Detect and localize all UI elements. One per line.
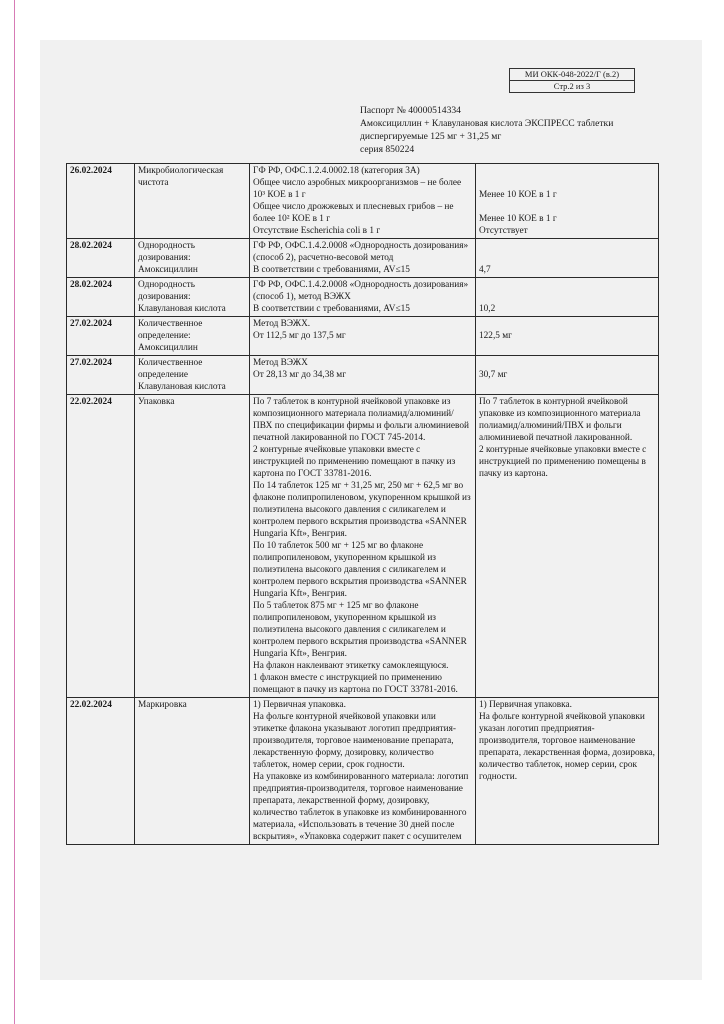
test-date: 22.02.2024: [67, 698, 135, 845]
document-code: МИ ОКК-048-2022/Г (в.2): [524, 69, 620, 79]
table-row: [67, 278, 659, 317]
test-result: 10,2: [476, 278, 659, 317]
test-date: 26.02.2024: [67, 164, 135, 239]
test-result: 4,7: [476, 239, 659, 278]
test-result: По 7 таблеток в контурной ячейковой упаковке из композиционного материала полиамид/алюминий/ПВХ и фольги алюминиевой печатной лакированной. 2 контурные ячейковые упаковки вместе с инструкцией по применению помещены в пачку из картона.: [476, 395, 659, 698]
test-date: 28.02.2024: [67, 278, 135, 317]
test-requirement: По 7 таблеток в контурной ячейковой упаковке из композиционного материала полиамид/алюминий/ПВХ по спецификации фирмы и фольги алюминиевой печатной лакированной по ГОСТ 745-2014. 2 контурные ячейковые упаковки вместе с инструкцией по применению помещают в пачку из картона по ГОСТ 33781-2016. По 14 таблеток 125 мг + 31,25 мг, 250 мг + 62,5 мг во флаконе полипропиленовом, укупоренном крышкой из полиэтилена высокого давления с силикагелем и контролем первого вскрытия производства «SANNER Hungaria Kft», Венгрия. По 10 таблеток 500 мг + 125 мг во флаконе полипропиленовом, укупоренном крышкой из полиэтилена высокого давления с силикагелем и контролем первого вскрытия производства «SANNER Hungaria Kft», Венгрия. По 5 таблеток 875 мг + 125 мг во флаконе полипропиленовом, укупоренном крышкой из полиэтилена высокого давления с силикагелем и контролем первого вскрытия производства «SANNER Hungaria Kft», Венгрия. На флакон наклеивают этикетку самоклеящуюся. 1 флакон вместе с инструкцией по применению помещают в пачку из картона по ГОСТ 33781-2016.: [250, 395, 476, 698]
table-row: [67, 164, 659, 239]
test-date: 27.02.2024: [67, 317, 135, 356]
test-date: 22.02.2024: [67, 395, 135, 698]
page-number: Стр.2 из 3: [510, 80, 634, 92]
table-row: [67, 356, 659, 395]
margin-line: [14, 0, 15, 1024]
test-requirement: ГФ РФ, ОФС.1.2.4.0002.18 (категория 3А) Общее число аэробных микроорганизмов – не более 10³ КОЕ в 1 г Общее число дрожжевых и плесневых грибов – не более 10² КОЕ в 1 г Отсутствие Escherichia coli в 1 г: [250, 164, 476, 239]
test-result: 122,5 мг: [476, 317, 659, 356]
test-results-table: [66, 163, 659, 845]
test-name: Однородность дозирования: Амоксициллин: [135, 239, 250, 278]
test-requirement: Метод ВЭЖХ. От 112,5 мг до 137,5 мг: [250, 317, 476, 356]
test-name: Количественное определение Клавулановая кислота: [135, 356, 250, 395]
test-requirement: ГФ РФ, ОФС.1.4.2.0008 «Однородность дозирования» (способ 2), расчетно-весовой метод В соответствии с требованиями, AV≤15: [250, 239, 476, 278]
test-requirement: Метод ВЭЖХ От 28,13 мг до 34,38 мг: [250, 356, 476, 395]
document-code-box: [509, 68, 635, 93]
test-result: 1) Первичная упаковка. На фольге контурной ячейковой упаковки указан логотип предприятия-производителя, торговое наименование препарата, лекарственная форма, дозировка, количество таблеток, номер серии, срок годности.: [476, 698, 659, 845]
table-row: [67, 239, 659, 278]
test-result: Менее 10 КОЕ в 1 г Менее 10 КОЕ в 1 г Отсутствует: [476, 164, 659, 239]
passport-number: Паспорт № 40000514334: [360, 105, 461, 116]
passport-header: [360, 104, 613, 156]
test-name: Однородность дозирования: Клавулановая кислота: [135, 278, 250, 317]
product-name: Амоксициллин + Клавулановая кислота ЭКСПРЕСС таблетки: [360, 118, 614, 129]
test-name: Упаковка: [135, 395, 250, 698]
table-row: [67, 317, 659, 356]
test-requirement: ГФ РФ, ОФС.1.4.2.0008 «Однородность дозирования» (способ 1), метод ВЭЖХ В соответствии с требованиями, AV≤15: [250, 278, 476, 317]
test-name: Микробиологическая чистота: [135, 164, 250, 239]
table-row: [67, 698, 659, 845]
test-requirement: 1) Первичная упаковка. На фольге контурной ячейковой упаковки или этикетке флакона указывают логотип предприятия-производителя, торговое наименование препарата, лекарственную форму, дозировку, количество таблеток, номер серии, срок годности. На упаковке из комбинированного материала: логотип предприятия-производителя, торговое наименование препарата, лекарственной форму, дозировку, количество таблеток в упаковке из комбинированного материала, «Использовать в течение 30 дней после вскрытия», «Упаковка содержит пакет с осушителем: [250, 698, 476, 845]
product-dosage: диспергируемые 125 мг + 31,25 мг: [360, 131, 502, 142]
test-date: 27.02.2024: [67, 356, 135, 395]
table-row: [67, 395, 659, 698]
batch-number: серия 850224: [360, 144, 415, 155]
test-name: Количественное определение: Амоксициллин: [135, 317, 250, 356]
test-date: 28.02.2024: [67, 239, 135, 278]
test-result: 30,7 мг: [476, 356, 659, 395]
test-name: Маркировка: [135, 698, 250, 845]
